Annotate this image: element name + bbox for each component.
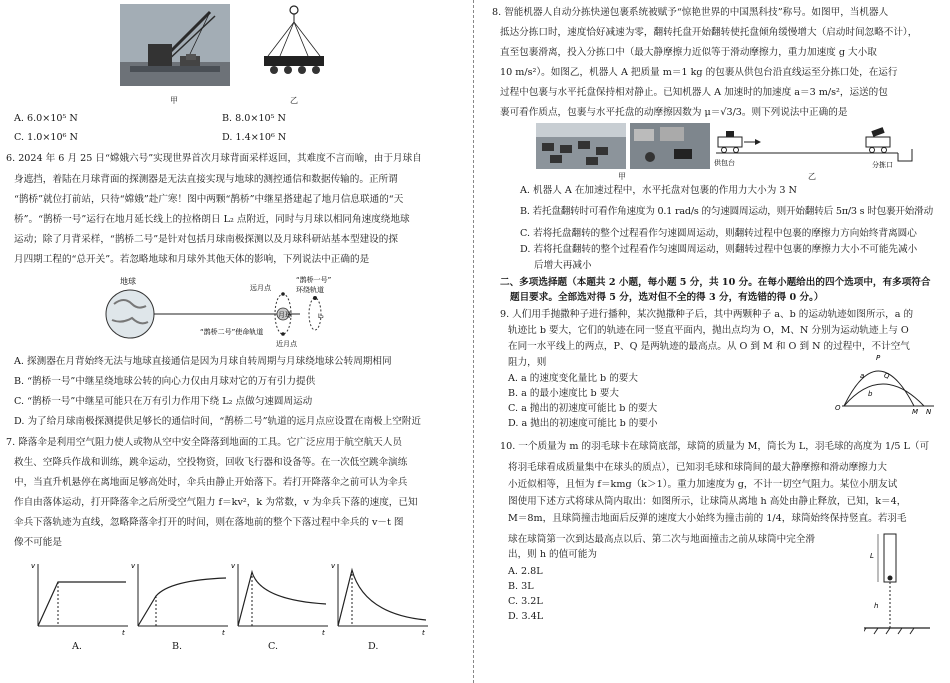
q10-line: 图使用下述方式将球从筒内取出：如图所示，让球筒从离地 h 高处由静止释放，已知，k＝4， [508, 496, 907, 507]
label-queqiao1: “鹊桥一号” [296, 276, 332, 284]
q8-line: 裹可看作质点，包裹与水平托盘的动摩擦因数为 μ＝√3/3。则下列说法中正确的是 [500, 107, 848, 118]
q8-caption-jia: 甲 [618, 172, 626, 181]
svg-text:O: O [835, 404, 841, 412]
q7-line: 救生、空降兵作战和训练，跳伞运动，空投物资，回收飞行器和设备等。在一次低空跳伞演练 [14, 457, 408, 468]
svg-text:t: t [322, 629, 325, 636]
q8-line: 过程中包裹与水平托盘保持相对静止。已知机器人 A 加速时的加速度 a＝3 m/s²，运送的包 [500, 87, 888, 98]
svg-text:a: a [860, 372, 865, 380]
graph-label-b: B. [172, 641, 183, 652]
q10-line: M＝8m，且球筒撞击地面后反弹的速度大小始终为撞击前的 1/4，球筒始终保持竖直。若羽毛 [508, 513, 907, 524]
vt-graph-c [230, 560, 330, 636]
q6-line: 月四期工程的“总开关”。若忽略地球和月球外其他天体的影响，下列说法中正确的是 [14, 254, 370, 265]
q5-option-b: B. 8.0×10⁵ N [222, 113, 286, 124]
svg-text:N: N [926, 408, 932, 416]
vt-graph-d [330, 560, 430, 636]
q10-line: 出，则 h 的值可能为 [508, 549, 598, 560]
q10-option-b: B. 3L [508, 581, 534, 592]
graph-label-a: A. [72, 641, 82, 652]
svg-text:t: t [422, 629, 425, 636]
q8-caption-yi: 乙 [808, 172, 816, 181]
q6-line: 身遮挡，着陆在月球背面的探测器是无法直接实现与地球的测控通信和数据传输的。正所谓 [14, 174, 398, 185]
q8-option-a: A. 机器人 A 在加速过程中，水平托盘对包裹的作用力大小为 3 N [520, 185, 797, 196]
q5-option-d: D. 1.4×10⁶ N [222, 132, 287, 143]
q6-line: 桥”。“鹊桥一号”运行在地月延长线上的拉格朗日 L₂ 点附近，同时与月球以相同角速度绕地球 [14, 214, 410, 225]
q6-line: 6. 2024 年 6 月 25 日“嫦娥六号”实现世界首次月球背面采样返回，其难度不言而喻，由于月球自 [6, 153, 422, 164]
label-l2: L₂ [318, 313, 324, 320]
q5-option-a: A. 6.0×10⁵ N [14, 113, 78, 124]
q8-option-d-cont: 后增大再减小 [534, 260, 592, 271]
q8-option-c: C. 若将托盘翻转的整个过程看作匀速圆周运动，则翻转过程中包裹的摩擦力方向始终背离圆心 [520, 228, 917, 239]
left-column [0, 0, 470, 683]
q8-line: 直至包裹滑离，投入分拣口中（最大静摩擦力近似等于滑动摩擦力，重力加速度 g 大小取 [500, 47, 877, 58]
q6-line: “鹊桥”就位打前站，只待“嫦娥”赴广寒！图中两颗“鹊桥”中继星搭建起了地月信息联通的“天 [14, 194, 404, 205]
q9-option-d: D. a 抛出的初速度可能比 b 的要小 [508, 418, 658, 429]
q6-option-c: C. “鹊桥一号”中继星可能只在万有引力作用下绕 L₂ 点做匀速圆周运动 [14, 396, 313, 407]
robot-photo-2 [630, 123, 710, 169]
q7-line: 伞兵下落轨迹为直线，忽略降落伞打开的时间，则在落地前的整个下落过程中伞兵的 v－t 图 [14, 517, 404, 528]
label-near-point: 近月点 [276, 340, 297, 348]
q6-line: 运动；除了月背采样，“鹊桥二号”是针对包括月球南极探测以及月球科研站基本型建设的探 [14, 234, 398, 245]
tube-diagram [864, 528, 934, 638]
caption-yi: 乙 [290, 96, 298, 105]
q10-line: 10. 一个质量为 m 的羽毛球卡在球筒底部，球筒的质量为 M，筒长为 L，羽毛球的高度为 1/5 L（可 [500, 441, 930, 452]
svg-text:Q: Q [884, 372, 890, 380]
q8-line: 抵达分拣口时，速度恰好减速为零，翻转托盘开始翻转使托盘倾角缓慢增大（启动时间忽略不计）， [500, 27, 918, 38]
svg-text:P: P [876, 354, 881, 362]
q6-option-b: B. “鹊桥一号”中继星绕地球公转的向心力仅由月球对它的万有引力提供 [14, 376, 316, 387]
vt-graph-b [130, 560, 230, 636]
q8-option-d: D. 若将托盘翻转的整个过程看作匀速圆周运动，则翻转过程中包裹的摩擦力大小不可能先减小 [520, 244, 918, 255]
q7-line: 7. 降落伞是利用空气阻力使人或物从空中安全降落到地面的工具。它广泛应用于航空航天人员 [6, 437, 402, 448]
q9-line: 9. 人们用手抛撒种子进行播种，某次抛撒种子后，其中两颗种子 a、b 的运动轨迹如图所示，a 的 [500, 309, 914, 320]
svg-text:M: M [912, 408, 919, 416]
vt-graph-a [30, 560, 130, 636]
q8-line: 10 m/s²）。如图乙，机器人 A 把质量 m＝1 kg 的包裹从供包台沿直线运至分拣口处，在运行 [500, 67, 898, 78]
hoist-diagram [260, 4, 328, 86]
q9-option-a: A. a 的速度变化量比 b 的要大 [508, 373, 638, 384]
q6-option-d: D. 为了给月球南极探测提供足够长的通信时间，“鹊桥二号”轨道的远月点应设置在南极上空附近 [14, 416, 422, 427]
q9-line: 在同一水平线上的两点，P、Q 是两轨迹的最高点。从 O 到 M 和 O 到 N 的过程中，不计空气 [508, 341, 910, 352]
robot-photo-1 [536, 123, 626, 169]
q9-option-c: C. a 抛出的初速度可能比 b 的要大 [508, 403, 658, 414]
graph-label-d: D. [368, 641, 379, 652]
q10-line: 小近似相等，且恒为 f＝kmg（k＞1）。重力加速度为 g，不计一切空气阻力。某位小朋友试 [508, 479, 898, 490]
caption-jia: 甲 [170, 96, 178, 105]
right-column [478, 0, 950, 683]
label-halo: 环绕轨道 [296, 286, 324, 294]
label-far-point: 远月点 [250, 284, 271, 292]
svg-text:t: t [122, 629, 125, 636]
q8-line: 8. 智能机器人自动分拣快递包裹系统被赋予“惊艳世界的中国黑科技”称号。如图甲，当机器人 [492, 7, 889, 18]
label-supply: 供包台 [714, 159, 735, 167]
label-moon: 月球 [278, 311, 292, 319]
conveyor-diagram [714, 123, 914, 169]
svg-text:v: v [331, 562, 336, 570]
q9-option-b: B. a 的最小速度比 b 要大 [508, 388, 619, 399]
section-2-heading: 二、多项选择题（本题共 2 小题，每小题 5 分，共 10 分。在每小题给出的四个选项中，有多项符合 [500, 277, 931, 288]
section-2-heading-cont: 题目要求。全部选对得 5 分，选对但不全的得 3 分，有选错的得 0 分。） [510, 292, 824, 303]
svg-text:v: v [231, 562, 236, 570]
page-divider [473, 0, 474, 683]
crane-photo [120, 4, 230, 86]
svg-text:L: L [870, 552, 874, 560]
label-sort: 分拣口 [872, 161, 893, 169]
svg-text:t: t [222, 629, 225, 636]
svg-text:b: b [868, 390, 873, 398]
svg-text:h: h [874, 602, 879, 610]
label-earth: 地球 [120, 277, 136, 286]
q7-line: 像不可能是 [14, 537, 62, 548]
q7-line: 中，当直升机悬停在离地面足够高处时，伞兵由静止开始落下。若打开降落伞之前可认为伞兵 [14, 477, 408, 488]
trajectory-diagram [834, 350, 938, 416]
q8-option-b: B. 若托盘翻转时可看作角速度为 0.1 rad/s 的匀速圆周运动，则开始翻转后 5π/3 s 时包裹开始滑动 [520, 206, 933, 217]
q9-line: 阻力，则 [508, 357, 547, 368]
q10-option-d: D. 3.4L [508, 611, 544, 622]
graph-label-c: C. [268, 641, 279, 652]
q7-line: 作自由落体运动，打开降落伞之后所受空气阻力 f＝kv²，k 为常数，v 为伞兵下落的速度，已知 [14, 497, 418, 508]
label-queqiao2: “鹊桥二号”使命轨道 [200, 328, 264, 336]
svg-text:v: v [131, 562, 136, 570]
svg-text:v: v [31, 562, 36, 570]
q10-line: 将羽毛球看成质量集中在球头的质点），已知羽毛球和球筒间的最大静摩擦和滑动摩擦力大 [508, 462, 887, 473]
q5-option-c: C. 1.0×10⁶ N [14, 132, 78, 143]
q10-option-c: C. 3.2L [508, 596, 543, 607]
earth-moon-diagram [100, 272, 340, 348]
q6-option-a: A. 探测器在月背始终无法与地球直接通信是因为月球自转周期与月球绕地球公转周期相同 [14, 356, 392, 367]
q9-line: 轨迹比 b 要大，它们的轨迹在同一竖直平面内，抛出点均为 O，M、N 分别为运动轨迹上与 O [508, 325, 909, 336]
q10-line: 球在球筒第一次到达最高点以后、第二次与地面撞击之前从球筒中完全滑 [508, 534, 815, 545]
q10-option-a: A. 2.8L [508, 566, 543, 577]
